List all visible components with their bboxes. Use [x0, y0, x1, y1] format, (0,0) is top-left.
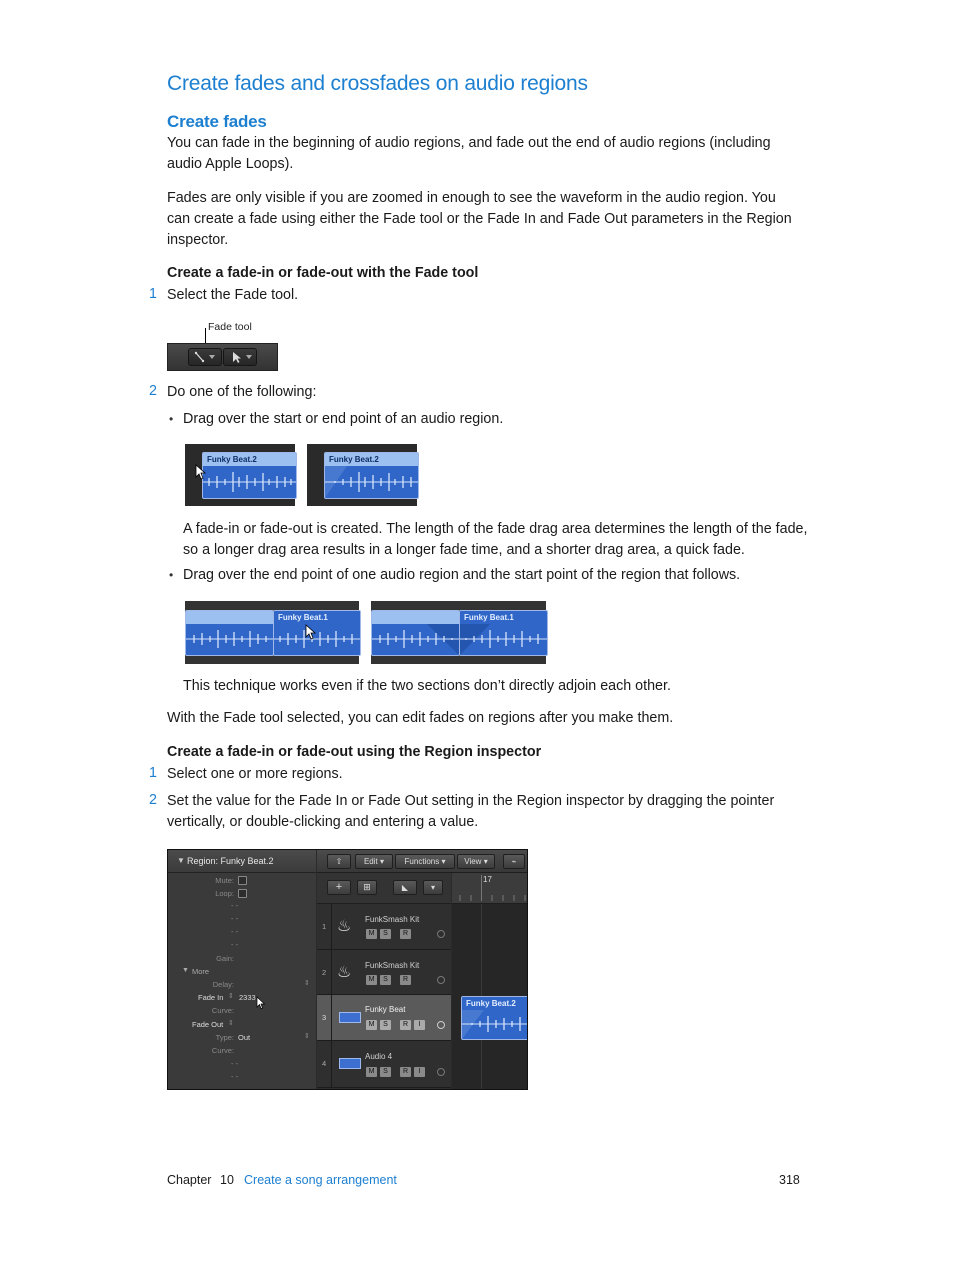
stepper-icon[interactable]: ⇕ — [228, 993, 234, 1000]
track-header-toolbar — [317, 873, 451, 904]
type-value[interactable]: Out — [238, 1033, 251, 1042]
footer-chapter-number: 10 — [220, 1173, 234, 1187]
functions-menu[interactable]: Functions ▾ — [395, 854, 455, 869]
stepper-icon[interactable]: ⇕ — [228, 1020, 234, 1027]
step-number: 2 — [149, 792, 157, 808]
waveform — [325, 466, 418, 498]
bullet-text: Drag over the start or end point of an audio region. — [183, 411, 504, 427]
cursor-icon — [195, 464, 207, 480]
tool-menu-strip — [167, 343, 278, 371]
step-text: Select the Fade tool. — [167, 287, 299, 303]
region-name: Funky Beat.2 — [462, 997, 528, 1010]
solo-button[interactable]: S — [380, 1020, 391, 1030]
stepper-icon[interactable]: ⇕ — [304, 980, 310, 987]
drum-kit-icon: ♨ — [337, 964, 352, 981]
disclosure-triangle-icon[interactable]: ▼ — [182, 967, 189, 974]
region-name: Funky Beat.2 — [325, 453, 418, 466]
pan-knob[interactable] — [437, 1021, 445, 1029]
waveform — [203, 466, 296, 498]
audio-region[interactable] — [459, 610, 548, 656]
region-name: Funky Beat.1 — [274, 611, 360, 624]
waveform — [462, 1010, 528, 1039]
snap-icon: ⌁ — [511, 857, 517, 866]
region-title-bar — [186, 611, 273, 624]
bar-number: 17 — [483, 875, 492, 884]
ruler-ticks — [452, 891, 527, 901]
audio-region[interactable] — [273, 610, 361, 656]
track-list — [317, 904, 451, 1089]
input-monitor-button[interactable]: I — [414, 1067, 425, 1077]
solo-button[interactable]: S — [380, 1067, 391, 1077]
divider — [331, 904, 332, 949]
fade-in-label: Fade In — [198, 993, 224, 1002]
waveform — [274, 624, 360, 655]
more-label[interactable]: More — [192, 967, 210, 976]
track-name: FunkSmash Kit — [365, 961, 420, 970]
solo-button[interactable]: S — [380, 929, 391, 939]
record-button[interactable]: R — [400, 1020, 411, 1030]
up-arrow-icon: ⇧ — [335, 857, 343, 866]
fade-tool-button[interactable] — [188, 348, 222, 366]
divider — [331, 995, 332, 1040]
pan-knob[interactable] — [437, 976, 445, 984]
fade-out-label: Fade Out — [192, 1020, 224, 1029]
ruler[interactable] — [452, 873, 527, 904]
audio-region[interactable] — [461, 996, 528, 1040]
tracks-menubar — [317, 850, 527, 873]
placeholder-value: - - — [231, 901, 239, 910]
fade-tool-callout: Fade tool — [208, 321, 252, 333]
mute-button[interactable]: M — [366, 975, 377, 985]
track-row[interactable] — [317, 950, 451, 995]
waveform — [460, 624, 547, 655]
divider — [331, 950, 332, 994]
loop-checkbox[interactable] — [238, 889, 247, 898]
track-row-selected[interactable] — [317, 995, 451, 1041]
stepper-icon[interactable]: ⇕ — [304, 1033, 310, 1040]
placeholder-value: - - — [231, 927, 239, 936]
track-number: 1 — [322, 922, 327, 931]
placeholder-value: - - — [231, 914, 239, 923]
catch-button[interactable] — [327, 854, 351, 869]
automation-icon: ◣ — [401, 883, 409, 892]
folder-plus-icon: ⊞ — [363, 882, 371, 892]
region-title-bar — [372, 611, 459, 624]
mute-label: Mute: — [215, 876, 234, 885]
mute-checkbox[interactable] — [238, 876, 247, 885]
track-name: FunkSmash Kit — [365, 915, 420, 924]
adjoin-paragraph: This technique works even if the two sections don’t directly adjoin each other. — [183, 678, 671, 694]
mute-button[interactable]: M — [366, 1067, 377, 1077]
footer-chapter-link[interactable]: Create a song arrangement — [244, 1173, 397, 1187]
placeholder-value: - - — [231, 1072, 239, 1081]
tracks-area[interactable] — [452, 904, 527, 1089]
record-button[interactable]: R — [400, 929, 411, 939]
crossfade-after — [371, 601, 546, 664]
inspector-header[interactable] — [168, 850, 316, 873]
pointer-tool-button[interactable] — [223, 348, 257, 366]
track-name: Funky Beat — [365, 1005, 406, 1014]
edit-menu[interactable]: Edit ▾ — [355, 854, 393, 869]
filter-button[interactable] — [423, 880, 443, 895]
cursor-icon — [256, 996, 266, 1010]
page-number: 318 — [779, 1173, 800, 1187]
solo-button[interactable]: S — [380, 975, 391, 985]
placeholder-value: - - — [231, 940, 239, 949]
automation-button[interactable] — [393, 880, 417, 895]
step-text: Do one of the following: — [167, 384, 317, 400]
crossfade-before — [185, 601, 359, 664]
snap-button[interactable] — [503, 854, 525, 869]
page-heading: Create fades and crossfades on audio regions — [167, 72, 588, 95]
pointer-tool-icon — [224, 349, 256, 365]
fade-tool-icon — [189, 349, 221, 365]
track-row[interactable] — [317, 1041, 451, 1088]
placeholder-value: - - — [231, 1059, 239, 1068]
audio-track-icon — [339, 1012, 361, 1023]
gain-label: Gain: — [216, 954, 234, 963]
waveform — [186, 624, 273, 655]
waveform — [372, 624, 459, 655]
region-name: Funky Beat.1 — [460, 611, 547, 624]
fade-result-paragraph: A fade-in or fade-out is created. The length of the fade drag area determines the length of the fade, so a longer drag area results in a longer fade time, and a shorter drag area, a quick fade. — [183, 521, 808, 558]
fade-visibility-paragraph: Fades are only visible if you are zoomed in enough to see the waveform in the audio region. You can create a fade using either the Fade tool or the Fade In and Fade Out parameters in the Region inspector. — [167, 190, 792, 248]
audio-track-icon — [339, 1058, 361, 1069]
drum-kit-icon: ♨ — [337, 918, 352, 935]
inspector-rows — [168, 872, 316, 1089]
section-heading: Create fades — [167, 112, 267, 131]
disclosure-triangle-icon[interactable]: ▼ — [177, 856, 185, 865]
loop-label: Loop: — [215, 889, 234, 898]
step-text: Select one or more regions. — [167, 766, 343, 782]
track-number: 4 — [322, 1059, 327, 1068]
track-name: Audio 4 — [365, 1052, 393, 1061]
pan-knob[interactable] — [437, 1068, 445, 1076]
pan-knob[interactable] — [437, 930, 445, 938]
record-button[interactable]: R — [400, 1067, 411, 1077]
view-menu[interactable]: View ▾ — [457, 854, 495, 869]
mute-button[interactable]: M — [366, 1020, 377, 1030]
edit-fades-paragraph: With the Fade tool selected, you can edit fades on regions after you make them. — [167, 710, 674, 726]
functions-menu-label: Functions — [404, 857, 440, 866]
audio-region[interactable] — [185, 610, 274, 656]
step-number: 1 — [149, 765, 157, 781]
region-inspector — [168, 850, 316, 1089]
audio-region[interactable] — [371, 610, 460, 656]
mute-button[interactable]: M — [366, 929, 377, 939]
view-menu-label: View — [464, 857, 482, 866]
fade-in-value[interactable]: 2333 — [239, 993, 256, 1002]
type-label: Type: — [215, 1033, 234, 1042]
cursor-icon — [305, 624, 317, 640]
region-fade-after — [307, 444, 417, 506]
step-text: Set the value for the Fade In or Fade Out setting in the Region inspector by dragging the pointer vertically, or double-clicking and entering a value. — [167, 793, 775, 830]
audio-region[interactable] — [202, 452, 297, 499]
region-name: Funky Beat.2 — [203, 453, 296, 466]
curve-label: Curve: — [211, 1046, 234, 1055]
footer-chapter-label: Chapter — [167, 1173, 212, 1187]
delay-label: Delay: — [212, 980, 234, 989]
intro-paragraph: You can fade in the beginning of audio regions, and fade out the end of audio regions (including audio Apple Loops). — [167, 135, 771, 172]
step-number: 2 — [149, 383, 157, 399]
input-monitor-button[interactable]: I — [414, 1020, 425, 1030]
region-fade-before — [185, 444, 295, 506]
add-folder-button[interactable] — [357, 880, 377, 895]
inspector-title: Region: Funky Beat.2 — [187, 856, 274, 866]
bullet-marker: • — [169, 568, 174, 582]
track-number: 3 — [322, 1013, 327, 1022]
task-inspector-heading: Create a fade-in or fade-out using the Region inspector — [167, 744, 542, 760]
curve-label: Curve: — [211, 1006, 234, 1015]
filter-icon: ▾ — [430, 883, 435, 892]
record-button[interactable]: R — [400, 975, 411, 985]
track-number: 2 — [322, 968, 327, 977]
edit-menu-label: Edit — [363, 857, 378, 866]
add-track-button[interactable] — [327, 880, 351, 895]
task-fade-tool-heading: Create a fade-in or fade-out with the Fade tool — [167, 265, 479, 281]
logic-window — [167, 849, 528, 1090]
bullet-marker: • — [169, 412, 174, 426]
bullet-text: Drag over the end point of one audio region and the start point of the region that follows. — [183, 567, 741, 583]
divider — [331, 1041, 332, 1087]
plus-icon: + — [335, 881, 343, 893]
audio-region[interactable] — [324, 452, 419, 499]
step-number: 1 — [149, 286, 157, 302]
track-row[interactable] — [317, 904, 451, 950]
